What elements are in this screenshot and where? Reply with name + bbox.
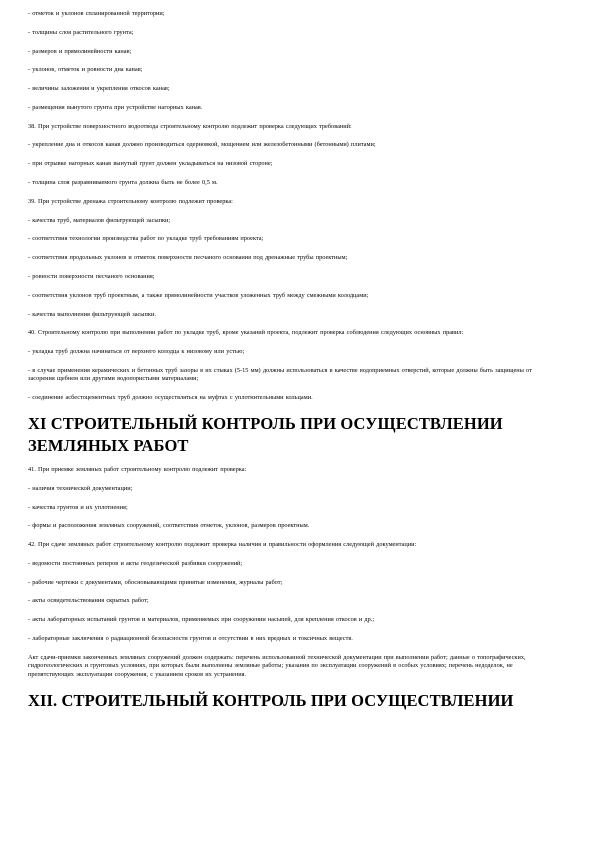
section-heading-xi: XI СТРОИТЕЛЬНЫЙ КОНТРОЛЬ ПРИ ОСУЩЕСТВЛЕНИИ ЗЕМЛЯНЫХ РАБОТ xyxy=(28,414,503,455)
paragraph: - отметок и уклонов спланированной территории; xyxy=(28,10,165,17)
paragraph: 39. При устройстве дренажа строительному контролю подлежит проверка: xyxy=(28,197,233,205)
paragraph: - толщина слоя разравниваемого грунта должна быть не более 0,5 м. xyxy=(28,179,218,187)
paragraph: - соответствия продольных уклонов и отметок поверхности песчаного основания под дренажные трубы проектным; xyxy=(28,254,348,262)
paragraph: - размеров и прямолинейности канав; xyxy=(28,47,132,55)
paragraph: - в случае применения керамических и бетонных труб зазоры в их стыках (5-15 мм) должны использоваться в качестве водоприемных отверстий, которые должны быть защищены от засорения щебнем или другими водопористыми материалами; xyxy=(28,366,532,383)
paragraph: - соединение асбестоцементных труб должно осуществляться на муфтах с уплотнительными кольцами. xyxy=(28,394,313,402)
paragraph: - акты лабораторных испытаний грунтов и материалов, применяемых при сооружении насыпей, для крепления откосов и др.; xyxy=(28,616,375,624)
paragraph: - величины заложения и укрепления откосов канав; xyxy=(28,85,170,93)
paragraph: - лабораторные заключения о радиационной безопасности грунтов и отсутствии в них вредных и токсичных веществ. xyxy=(28,635,353,643)
paragraph: - укладка труб должна начинаться от верхнего колодца к низовому или устью; xyxy=(28,348,245,356)
section-heading-xii: XII. СТРОИТЕЛЬНЫЙ КОНТРОЛЬ ПРИ ОСУЩЕСТВЛЕНИИ xyxy=(28,690,514,710)
paragraph: 42. При сдаче земляных работ строительному контролю подлежит проверка наличия и правильности оформления следующей документации: xyxy=(28,541,417,549)
paragraph: - наличия технической документации; xyxy=(28,484,133,492)
paragraph: - ведомости постоянных реперов и акты геодезической разбивки сооружений; xyxy=(28,559,243,567)
paragraph: - качества выполнения фильтрующей засыпки. xyxy=(28,310,156,318)
paragraph: - укрепление дна и откосов канав должно производиться одерновкой, мощением или железобетонными (бетонными) плитами; xyxy=(28,141,376,149)
paragraph: - соответствия технологии производства работ по укладке труб требованиям проекта; xyxy=(28,235,264,243)
paragraph: - ровности поверхности песчаного основания; xyxy=(28,272,155,280)
paragraph: 41. При приемке земляных работ строительному контролю подлежит проверка: xyxy=(28,466,247,473)
paragraph: - толщины слоя растительного грунта; xyxy=(28,28,134,36)
paragraph: - рабочие чертежи с документами, обосновывающими принятые изменения, журналы работ; xyxy=(28,578,283,586)
paragraph: Акт сдачи-приемки законченных земляных сооружений должен содержать: перечень использованной технической документации при выполнении работ; данные о топографических, гидрогеологических и грунтовых условиях, при которых были выполнены земляные работы; указания по эксплуатации сооружений в особых условиях; перечень недоделок, не препятствующих эксплуатации сооружения, с указанием сроков их устранения. xyxy=(28,653,526,678)
paragraph: - соответствия уклонов труб проектным, а также прямолинейности участков уложенных труб между смежными колодцами; xyxy=(28,291,369,299)
paragraph: - формы и расположения земляных сооружений, соответствия отметок, уклонов, размеров проектным. xyxy=(28,522,310,530)
paragraph: 38. При устройстве поверхностного водоотвода строительному контролю подлежит проверка следующих требований: xyxy=(28,122,352,130)
paragraph: - акты освидетельствования скрытых работ; xyxy=(28,597,149,605)
paragraph: - уклонов, отметок и ровности дна канав; xyxy=(28,66,143,74)
document-page xyxy=(28,10,558,721)
section-xi-list xyxy=(28,466,558,680)
paragraph: 40. Строительному контролю при выполнении работ по укладке труб, кроме указаний проекта, подлежит проверка соблюдения следующих основных правил: xyxy=(28,329,464,337)
paragraph: - качества грунтов и их уплотнения; xyxy=(28,503,128,511)
paragraph: - качества труб, материалов фильтрующей засыпки; xyxy=(28,216,171,224)
section-x-list xyxy=(28,10,558,403)
paragraph: - при отрывке нагорных канав вынутый грунт должен укладываться на низовой стороне; xyxy=(28,160,273,168)
paragraph: - размещения вынутого грунта при устройстве нагорных канав. xyxy=(28,103,203,111)
